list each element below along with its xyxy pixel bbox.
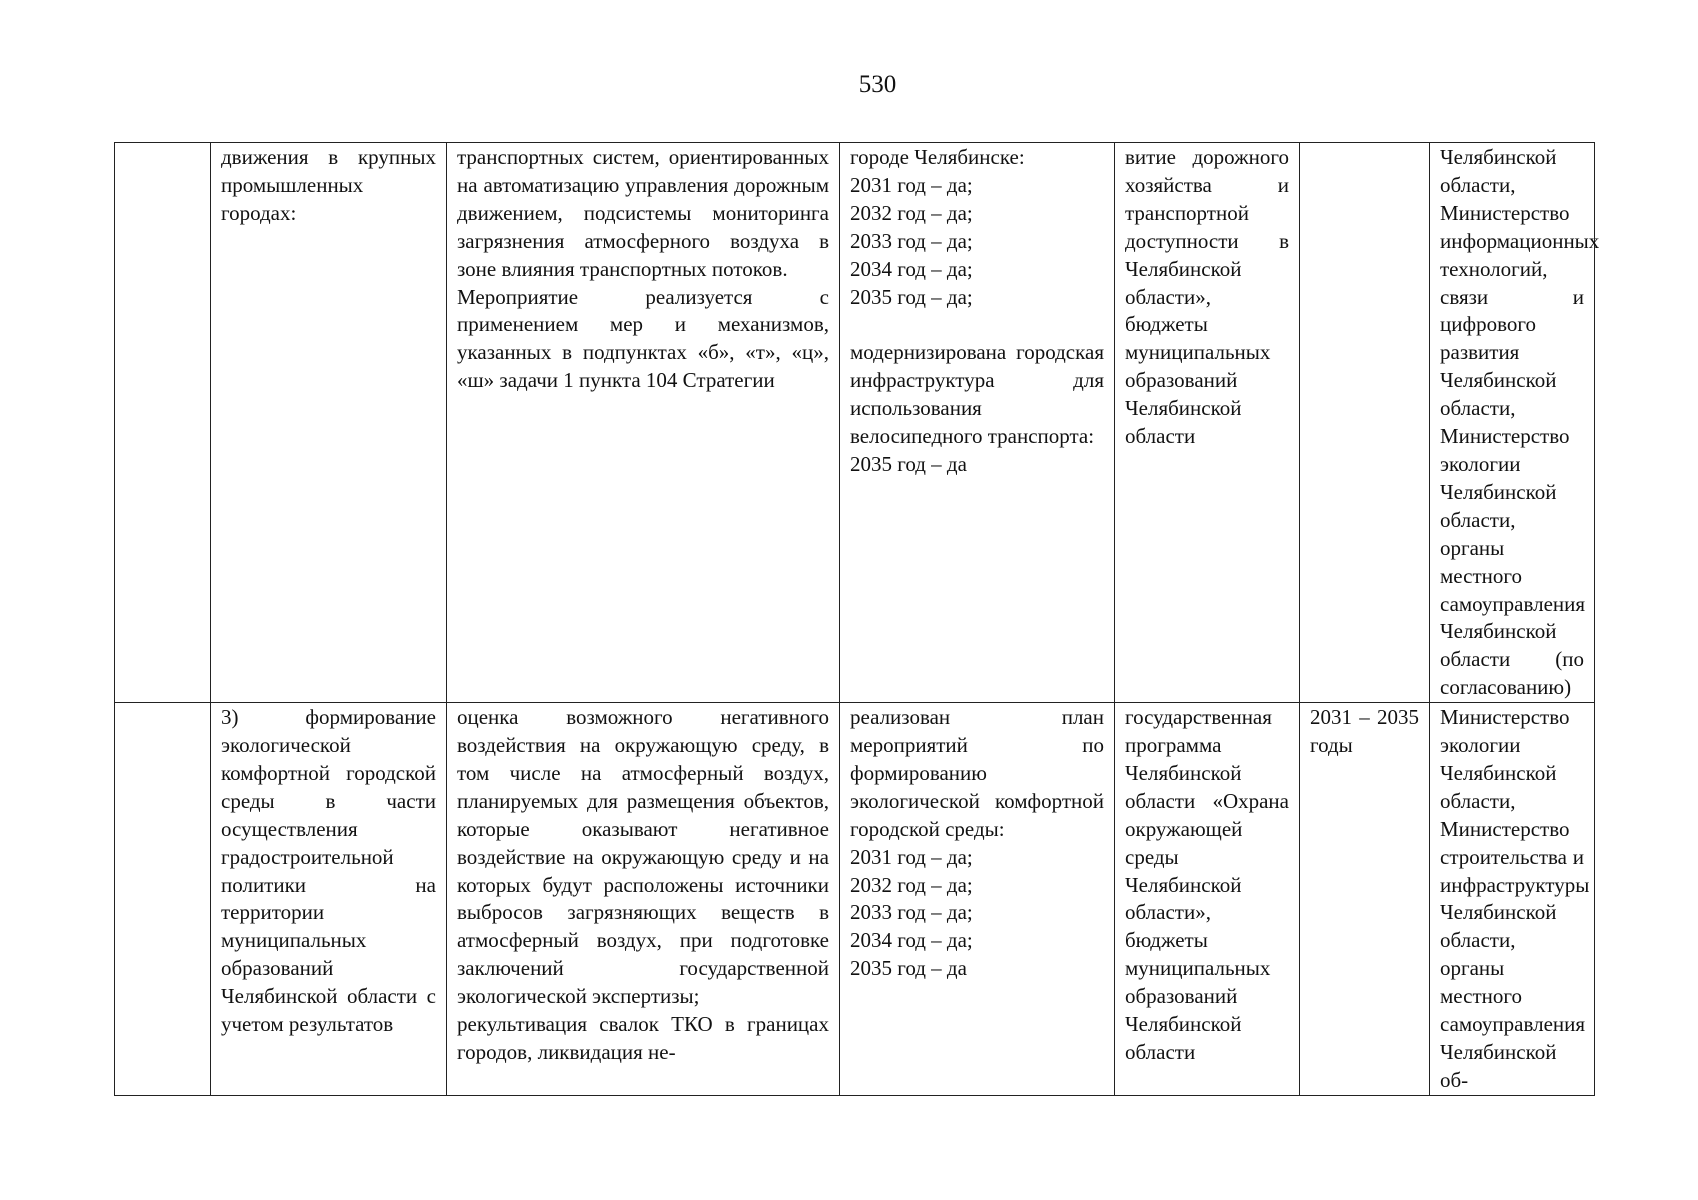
cell-paragraph: 2033 год – да; (850, 228, 973, 253)
cell-paragraph: 2035 год – да; (850, 284, 973, 309)
number-cell (115, 143, 211, 703)
period-cell (1300, 143, 1430, 703)
document-table (114, 142, 1600, 1096)
cell-paragraph: 2031 – 2035 годы (1310, 705, 1419, 758)
cell-paragraph: 2034 год – да; (850, 256, 973, 281)
cell-paragraph: оценка возможного негативного воздействия на окружающую среду, в том числе на атмосферный воздух, планируемых для размещения объектов, которые оказывают негативное воздействие на окружающую среду и на которых будут расположены источники выбросов загрязняющих веществ в атмосферный воздух, при подготовке заключений государственной экологической экспертизы; (457, 705, 829, 1009)
executors-cell (1430, 703, 1595, 1096)
cell-paragraph: транспортных систем, ориентированных на автоматизацию управления дорожным движением, подсистемы мониторинга загрязнения атмосферного воздуха в зоне влияния транспортных потоков. (457, 145, 829, 281)
results-cell (840, 703, 1115, 1096)
cell-paragraph: 2032 год – да; (850, 200, 973, 225)
cell-paragraph: Челябинской области, Министерство информационных технологий, связи и цифрового развития Челябинской области, Министерство экологии Челябинской области, органы местного самоуправления Челябинской области (по согласованию) (1440, 145, 1600, 700)
table-row (115, 143, 1595, 703)
cell-paragraph: витие дорожного хозяйства и транспортной доступности в Челябинской области», бюджеты муниципальных образований Челябинской области (1125, 145, 1289, 449)
cell-paragraph: движения в крупных промышленных городах: (221, 145, 436, 225)
blank-line (850, 311, 1104, 339)
cell-paragraph: 2034 год – да; (850, 928, 973, 953)
cell-paragraph: городе Челябинске: (850, 145, 1025, 169)
cell-paragraph: 2031 год – да; (850, 172, 973, 197)
measures-cell (447, 143, 840, 703)
executors-cell (1430, 143, 1600, 703)
funding-source-cell (1115, 143, 1300, 703)
cell-paragraph: 3) формирование экологической комфортной городской среды в части осуществления градостроительной политики на территории муниципальных образований Челябинской области с учетом результатов (221, 705, 436, 1037)
measures-cell (447, 703, 840, 1096)
cell-paragraph: государственная программа Челябинской области «Охрана окружающей среды Челябинской области», бюджеты муниципальных образований Челябинской области (1125, 705, 1289, 1064)
table-row (115, 703, 1595, 1096)
funding-source-cell (1115, 703, 1300, 1096)
cell-paragraph: модернизирована городская инфраструктура для использования велосипедного транспорта: (850, 340, 1104, 449)
task-cell (211, 703, 447, 1096)
cell-paragraph: Министерство экологии Челябинской области, Министерство строительства и инфраструктуры Челябинской области, органы местного самоуправления Челябинской об- (1440, 705, 1590, 1092)
results-cell (840, 143, 1115, 703)
cell-paragraph: реализован план мероприятий по формированию экологической комфортной городской среды: (850, 705, 1104, 841)
cell-paragraph: 2035 год – да (850, 451, 967, 476)
table-body (115, 143, 1600, 1096)
cell-paragraph: 2033 год – да; (850, 900, 973, 925)
cell-paragraph: 2031 год – да; (850, 844, 973, 869)
cell-paragraph: рекультивация свалок ТКО в границах городов, ликвидация не- (457, 1012, 829, 1064)
task-cell (211, 143, 447, 703)
cell-paragraph: Мероприятие реализуется с применением мер и механизмов, указанных в подпунктах «б», «т», «ц», «ш» задачи 1 пункта 104 Стратегии (457, 284, 829, 393)
page-number: 530 (858, 71, 897, 98)
number-cell (115, 703, 211, 1096)
period-cell (1300, 703, 1430, 1096)
cell-paragraph: 2035 год – да (850, 956, 967, 981)
cell-paragraph: 2032 год – да; (850, 872, 973, 897)
